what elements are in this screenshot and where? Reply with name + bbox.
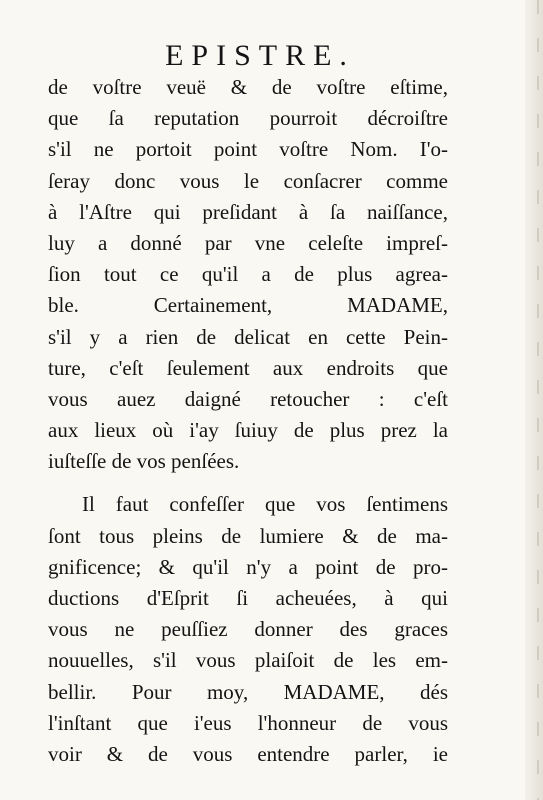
text-line: aux lieux où i'ay ſuiuy de plus prez la xyxy=(48,418,448,443)
text-line: à l'Aſtre qui preſidant à ſa naiſſance, xyxy=(48,199,448,224)
text-line: ſeray donc vous le conſacrer comme xyxy=(48,168,448,193)
paragraph-2 xyxy=(48,489,448,770)
page-edge-shadow xyxy=(525,0,543,800)
text-line: luy a donné par vne celeſte impreſ- xyxy=(48,230,448,255)
text-line: ſont tous pleins de lumiere & de ma- xyxy=(48,523,448,548)
text-line: ble. Certainement, MADAME, xyxy=(48,293,448,318)
text-line: voir & de vous entendre parler, ie xyxy=(48,741,448,766)
text-line: nouuelles, s'il vous plaiſoit de les em- xyxy=(48,648,448,673)
text-line: gnificence; & qu'il n'y a point de pro- xyxy=(48,554,448,579)
text-line: s'il ne portoit point voſtre Nom. I'o- xyxy=(48,137,448,162)
text-line: s'il y a rien de delicat en cette Pein- xyxy=(48,324,448,349)
text-line: vous auez daigné retoucher : c'eſt xyxy=(48,386,448,411)
page-edge-mark xyxy=(537,0,539,800)
text-line: de voſtre veuë & de voſtre eſtime, xyxy=(48,75,448,99)
text-line: Il faut confeſſer que vos ſentimens xyxy=(82,492,448,517)
body-text xyxy=(48,72,448,770)
text-line: ture, c'eſt ſeulement aux endroits que xyxy=(48,355,448,380)
paragraph-1 xyxy=(48,72,448,477)
text-line: vous ne peuſſiez donner des graces xyxy=(48,617,448,642)
text-line: bellir. Pour moy, MADAME, dés xyxy=(48,679,448,704)
text-line: iuſteſſe de vos penſées. xyxy=(48,449,240,474)
text-line: que ſa reputation pourroit décroiſtre xyxy=(48,106,448,131)
text-line: l'inſtant que i'eus l'honneur de vous xyxy=(48,710,448,735)
text-line: ductions d'Eſprit ſi acheuées, à qui xyxy=(48,586,448,610)
text-line: ſion tout ce qu'il a de plus agrea- xyxy=(48,262,448,287)
running-head: EPISTRE. xyxy=(165,39,355,72)
